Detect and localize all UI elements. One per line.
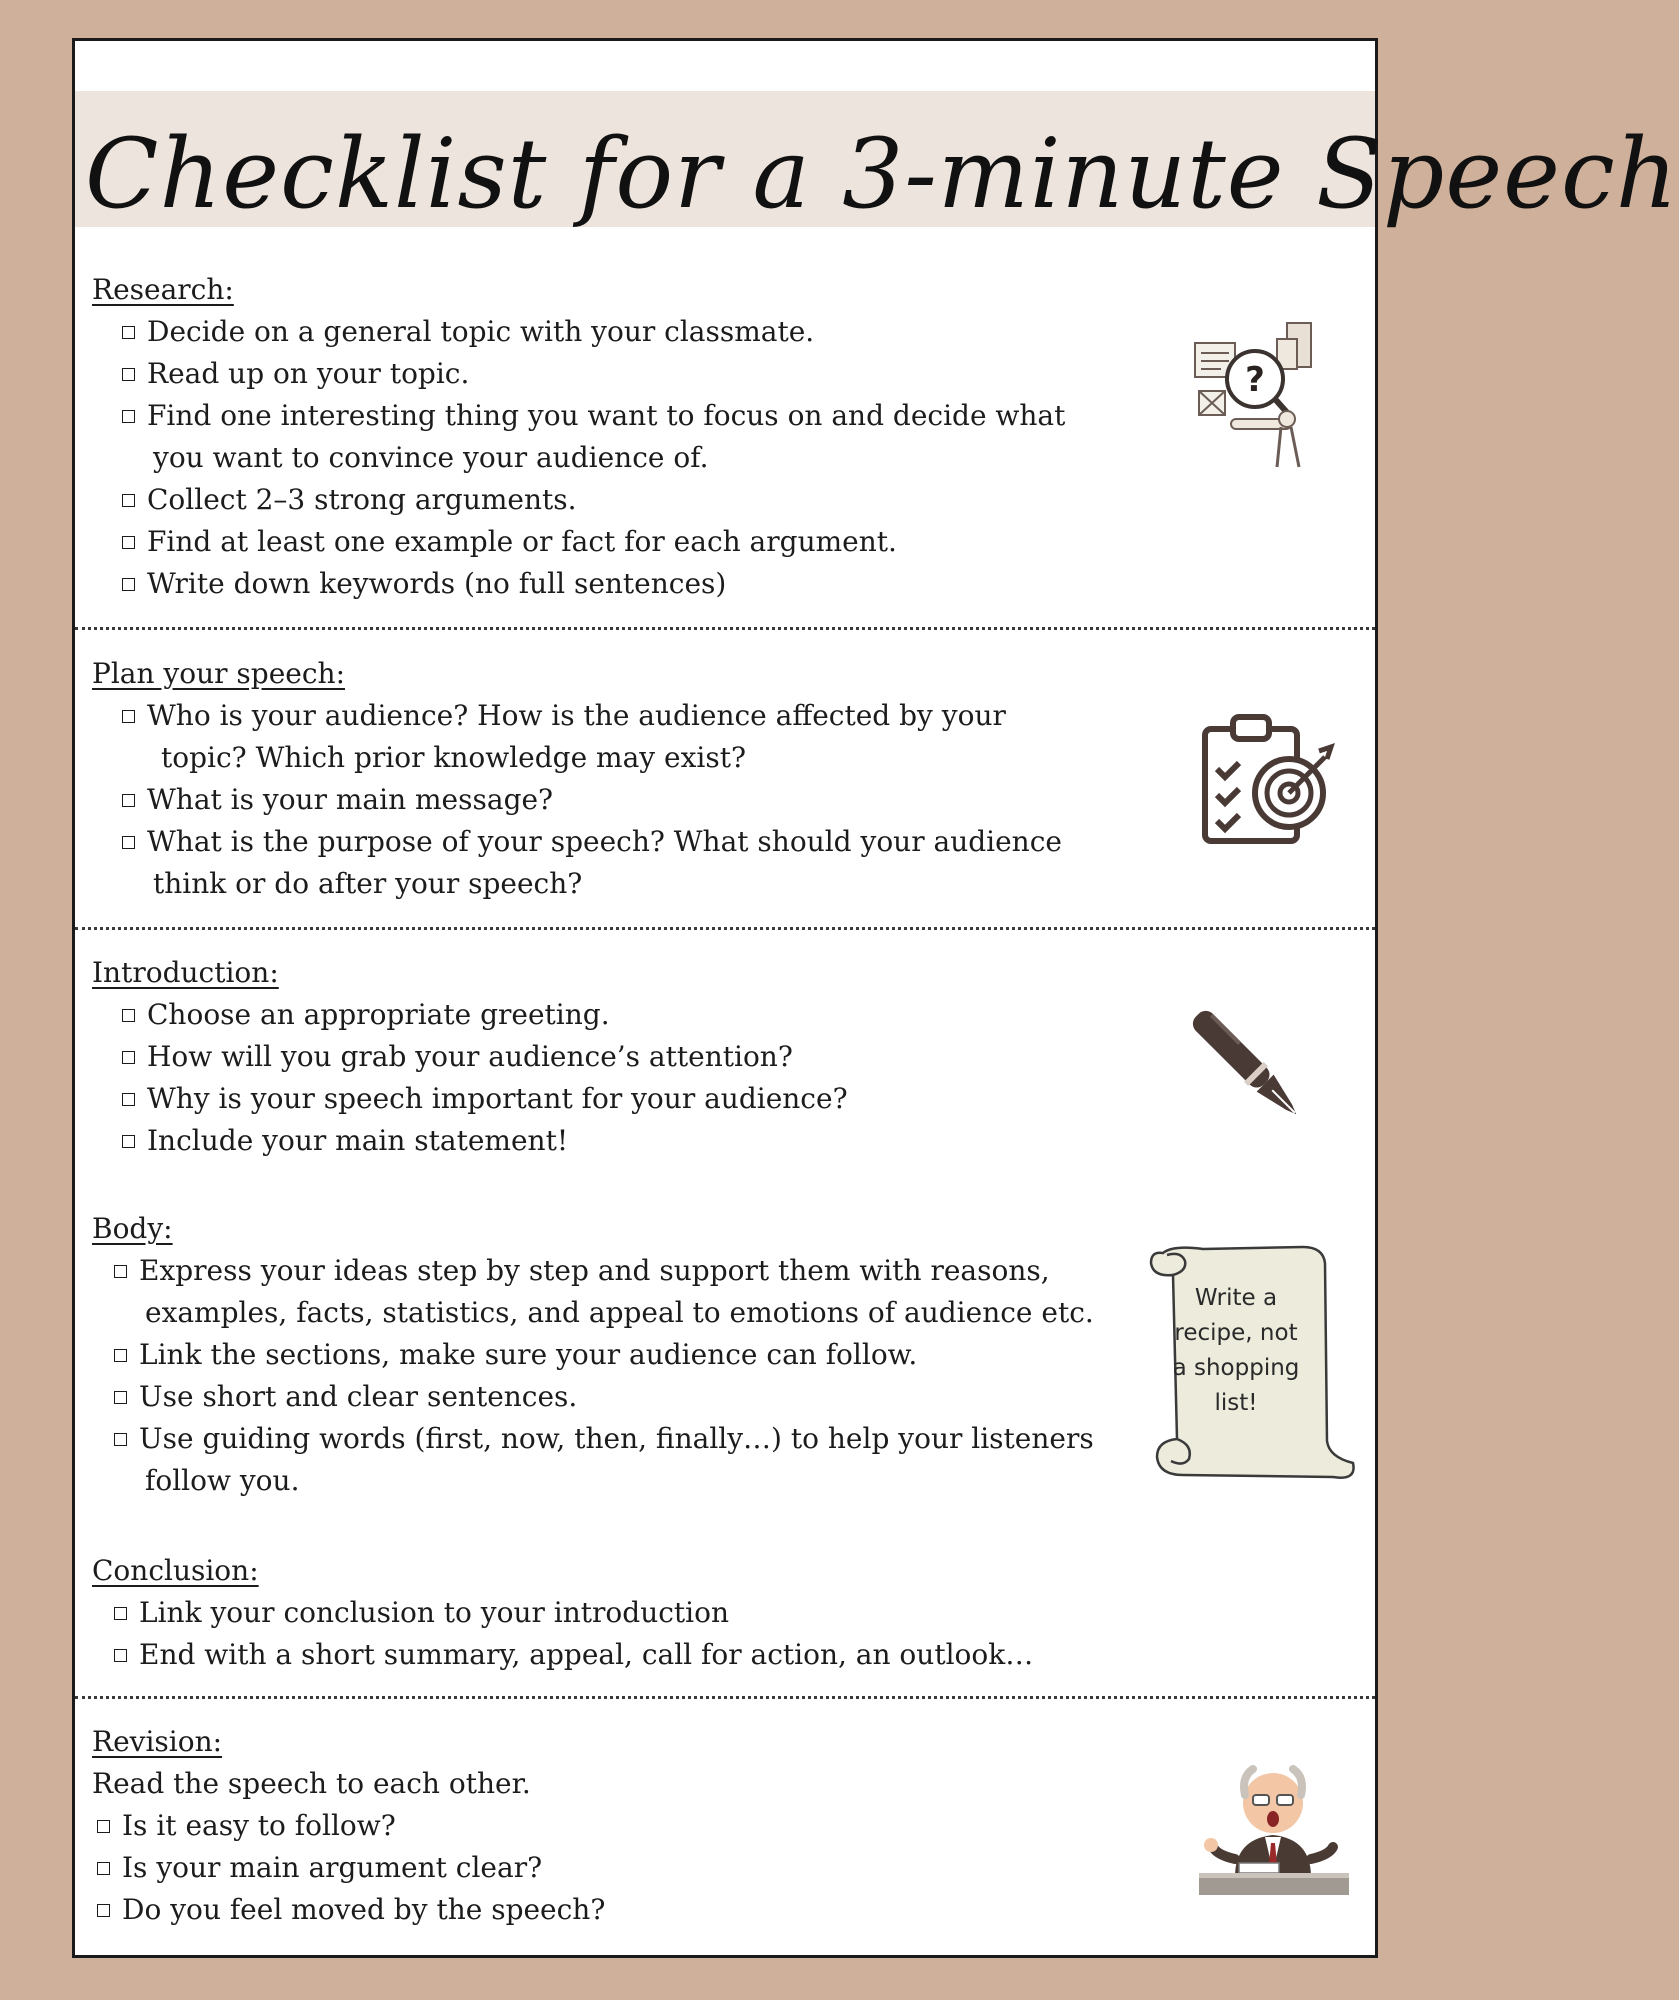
checklist-item[interactable]: Find at least one example or fact for each argument.	[117, 521, 1172, 563]
checklist-item[interactable]: Include your main statement!	[117, 1120, 1172, 1162]
checkbox[interactable]	[114, 1433, 127, 1446]
checkbox[interactable]	[122, 1051, 135, 1064]
clipboard-target-icon	[1197, 709, 1337, 849]
checklist-item[interactable]: Link the sections, make sure your audience can follow.	[109, 1334, 1172, 1376]
section-divider	[75, 927, 1375, 930]
checklist-item[interactable]: Collect 2–3 strong arguments.	[117, 479, 1172, 521]
checklist-item[interactable]: Who is your audience? How is the audience affected by your topic? Which prior knowledge may exist?	[117, 695, 1172, 779]
svg-text:?: ?	[1245, 360, 1265, 400]
introduction-section	[92, 952, 1172, 1162]
checklist-item[interactable]: Choose an appropriate greeting.	[117, 994, 1172, 1036]
body-heading: Body:	[92, 1212, 173, 1245]
checklist-item[interactable]: Write down keywords (no full sentences)	[117, 563, 1172, 605]
checkbox[interactable]	[114, 1649, 127, 1662]
checkbox[interactable]	[122, 578, 135, 591]
checklist-item[interactable]: Is it easy to follow?	[92, 1805, 1172, 1847]
checkbox[interactable]	[122, 710, 135, 723]
checklist-page	[72, 38, 1679, 1958]
plan-section	[92, 653, 1172, 905]
checklist-item[interactable]: Read up on your topic.	[117, 353, 1172, 395]
checkbox[interactable]	[122, 794, 135, 807]
page-title: Checklist for a 3-minute Speech	[85, 118, 1679, 230]
checklist-item[interactable]: What is the purpose of your speech? What should your audience think or do after your speech?	[117, 821, 1172, 905]
checkbox[interactable]	[122, 1093, 135, 1106]
revision-section	[92, 1721, 1172, 1931]
checkbox[interactable]	[122, 1009, 135, 1022]
revision-heading: Revision:	[92, 1725, 223, 1758]
research-illustration-icon	[1191, 321, 1321, 471]
checkbox[interactable]	[122, 368, 135, 381]
section-divider	[75, 1696, 1375, 1699]
checklist-item[interactable]: Link your conclusion to your introduction	[109, 1592, 1172, 1634]
checkbox[interactable]	[122, 494, 135, 507]
conclusion-heading: Conclusion:	[92, 1554, 259, 1587]
section-divider	[75, 627, 1375, 630]
checklist-item[interactable]: Find one interesting thing you want to focus on and decide what you want to convince your audience of.	[117, 395, 1172, 479]
checklist-item[interactable]: Is your main argument clear?	[92, 1847, 1172, 1889]
checkbox[interactable]	[122, 1135, 135, 1148]
scroll-note-text: Write a recipe, not a shopping list!	[1172, 1285, 1300, 1416]
checklist-item[interactable]: How will you grab your audience’s attention?	[117, 1036, 1172, 1078]
plan-heading: Plan your speech:	[92, 657, 345, 690]
checkbox[interactable]	[122, 326, 135, 339]
checkbox[interactable]	[114, 1607, 127, 1620]
checkbox[interactable]	[114, 1265, 127, 1278]
fountain-pen-icon	[1181, 999, 1321, 1139]
scroll-note	[1143, 1241, 1361, 1487]
checklist-item[interactable]: Decide on a general topic with your classmate.	[117, 311, 1172, 353]
checklist-item[interactable]: Do you feel moved by the speech?	[92, 1889, 1172, 1931]
research-section	[92, 269, 1172, 605]
checklist-item[interactable]: Use short and clear sentences.	[109, 1376, 1172, 1418]
body-section	[92, 1208, 1172, 1502]
checkbox[interactable]	[122, 536, 135, 549]
speaker-person-icon	[1195, 1747, 1351, 1897]
checklist-item[interactable]: What is your main message?	[117, 779, 1172, 821]
checkbox[interactable]	[114, 1391, 127, 1404]
checkbox[interactable]	[97, 1904, 110, 1917]
checklist-item[interactable]: Use guiding words (first, now, then, finally…) to help your listeners follow you.	[109, 1418, 1172, 1502]
checkbox[interactable]	[122, 410, 135, 423]
research-heading: Research:	[92, 273, 234, 306]
checkbox[interactable]	[114, 1349, 127, 1362]
revision-intro: Read the speech to each other.	[92, 1767, 531, 1800]
checkbox[interactable]	[97, 1862, 110, 1875]
conclusion-section	[92, 1550, 1172, 1676]
introduction-heading: Introduction:	[92, 956, 279, 989]
checkbox[interactable]	[97, 1820, 110, 1833]
checklist-item[interactable]: End with a short summary, appeal, call for action, an outlook…	[109, 1634, 1172, 1676]
checkbox[interactable]	[122, 836, 135, 849]
checklist-item[interactable]: Why is your speech important for your audience?	[117, 1078, 1172, 1120]
checklist-item[interactable]: Express your ideas step by step and support them with reasons, examples, facts, statistics, and appeal to emotions of audience etc.	[109, 1250, 1172, 1334]
